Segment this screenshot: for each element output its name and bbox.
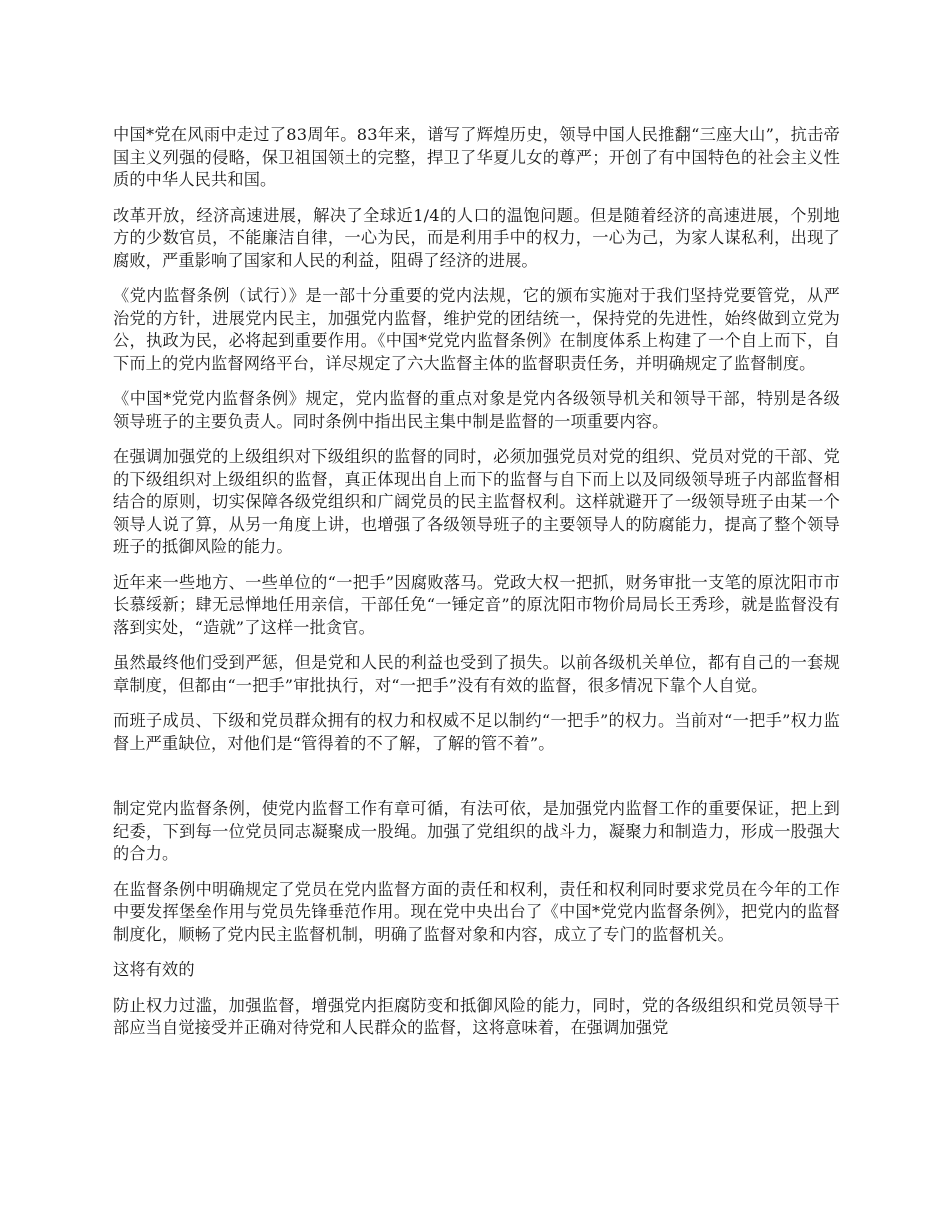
paragraph-1: 中国*党在风雨中走过了83周年。83年来，谱写了辉煌历史，领导中国人民推翻“三座大山”，抗击帝国主义列强的侵略，保卫祖国领土的完整，捍卫了华夏儿女的尊严；开创了有中国特色的社会主义性质的中华人民共和国。 [113, 125, 840, 189]
paragraph-3: 《党内监督条例（试行）》是一部十分重要的党内法规，它的颁布实施对于我们坚持党要管党，从严治党的方针，进展党内民主，加强党内监督，维护党的团结统一，保持党的先进性，始终做到立党为公，执政为民，必将起到重要作用。《中国*党党内监督条例》在制度体系上构建了一个自上而下，自下而上的党内监督网络平台，详尽规定了六大监督主体的监督职责任务，并明确规定了监督制度。 [113, 286, 840, 373]
paragraph-8: 而班子成员、下级和党员群众拥有的权力和权威不足以制约“一把手”的权力。当前对“一把手”权力监督上严重缺位，对他们是“管得着的不了解，了解的管不着”。 [113, 711, 840, 753]
paragraph-4: 《中国*党党内监督条例》规定，党内监督的重点对象是党内各级领导机关和领导干部，特别是各级领导班子的主要负责人。同时条例中指出民主集中制是监督的一项重要内容。 [113, 389, 840, 431]
paragraph-10: 在监督条例中明确规定了党员在党内监督方面的责任和权利，责任和权利同时要求党员在今年的工作中要发挥堡垒作用与党员先锋垂范作用。现在党中央出台了《中国*党党内监督条例》，把党内的监督制度化，顺畅了党内民主监督机制，明确了监督对象和内容，成立了专门的监督机关。 [113, 879, 840, 944]
paragraph-7: 虽然最终他们受到严惩，但是党和人民的利益也受到了损失。以前各级机关单位，都有自己的一套规章制度，但都由“一把手”审批执行，对“一把手”没有有效的监督，很多情况下靠个人自觉。 [113, 653, 840, 695]
paragraph-6: 近年来一些地方、一些单位的“一把手”因腐败落马。党政大权一把抓，财务审批一支笔的原沈阳市市长慕绥新；肆无忌惮地任用亲信，干部任免“一锤定音”的原沈阳市物价局局长王秀珍，就是监督没有落到实处，“造就”了这样一批贪官。 [113, 572, 840, 637]
paragraph-9: 制定党内监督条例，使党内监督工作有章可循，有法可依，是加强党内监督工作的重要保证，把上到纪委，下到每一位党员同志凝聚成一股绳。加强了党组织的战斗力，凝聚力和制造力，形成一股强大的合力。 [113, 799, 840, 863]
paragraph-12: 防止权力过滥，加强监督，增强党内拒腐防变和抵御风险的能力，同时，党的各级组织和党员领导干部应当自觉接受并正确对待党和人民群众的监督，这将意味着，在强调加强党 [113, 995, 840, 1037]
paragraph-2: 改革开放，经济高速进展，解决了全球近1/4的人口的温饱问题。但是随着经济的高速进展，个别地方的少数官员，不能廉洁自律，一心为民，而是利用手中的权力，一心为己，为家人谋私利，出现了腐败，严重影响了国家和人民的利益，阻碍了经济的进展。 [113, 205, 840, 270]
paragraph-5: 在强调加强党的上级组织对下级组织的监督的同时，必须加强党员对党的组织、党员对党的干部、党的下级组织对上级组织的监督，真正体现出自上而下的监督与自下而上以及同级领导班子内部监督相结合的原则，切实保障各级党组织和广阔党员的民主监督权利。这样就避开了一级领导班子由某一个领导人说了算，从另一角度上讲，也增强了各级领导班子的主要领导人的防腐能力，提高了整个领导班子的抵御风险的能力。 [113, 447, 840, 556]
document-page [113, 124, 840, 1053]
paragraph-11: 这将有效的 [113, 960, 195, 979]
